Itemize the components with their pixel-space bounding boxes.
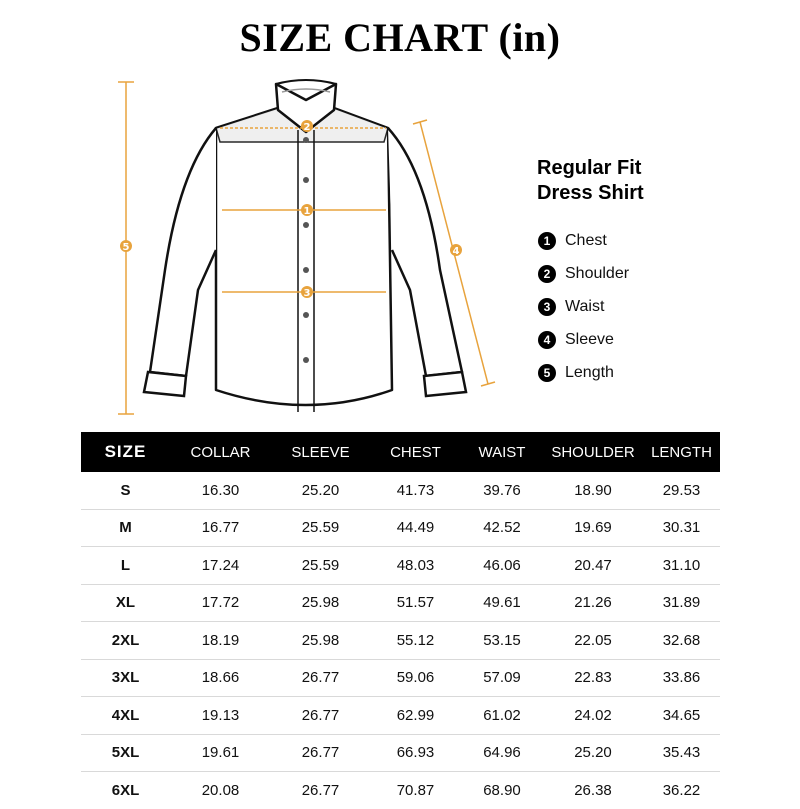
legend-number: 1 — [538, 232, 556, 250]
cell-sleeve: 26.77 — [301, 744, 340, 762]
table-row — [81, 735, 720, 773]
cell-size: 4XL — [111, 706, 140, 724]
cell-sleeve: 26.77 — [301, 669, 340, 687]
cell-waist: 42.52 — [483, 519, 521, 537]
header-length: LENGTH — [651, 443, 712, 461]
legend-item-length — [538, 356, 629, 389]
cell-waist: 61.02 — [483, 706, 521, 724]
cell-chest: 48.03 — [396, 556, 435, 574]
legend-number: 4 — [538, 331, 556, 349]
cell-size: M — [119, 519, 132, 537]
cell-sleeve: 25.98 — [301, 594, 340, 612]
size-table — [81, 432, 720, 809]
cell-sleeve: 26.77 — [301, 706, 340, 724]
marker-chest: 1 — [303, 206, 311, 217]
legend-label: Waist — [565, 297, 605, 315]
cell-length: 35.43 — [662, 744, 701, 762]
cell-waist: 64.96 — [483, 744, 521, 762]
cell-chest: 41.73 — [396, 481, 435, 499]
table-row — [81, 472, 720, 510]
cell-chest: 62.99 — [396, 706, 435, 724]
right-cuff — [424, 372, 466, 396]
measurement-legend — [538, 224, 629, 389]
table-header — [81, 432, 720, 472]
cell-size: 2XL — [111, 631, 140, 649]
cell-collar: 18.19 — [201, 631, 240, 649]
cell-chest: 59.06 — [396, 669, 435, 687]
cell-chest: 51.57 — [396, 594, 435, 612]
cell-chest: 66.93 — [396, 744, 435, 762]
marker-waist: 3 — [303, 288, 311, 299]
cell-size: L — [120, 556, 131, 574]
legend-item-shoulder — [538, 257, 629, 290]
cell-length: 31.89 — [662, 594, 701, 612]
cell-size: 5XL — [111, 744, 140, 762]
legend-item-chest — [538, 224, 629, 257]
legend-label: Shoulder — [565, 264, 630, 282]
legend-number: 5 — [538, 364, 556, 382]
cell-size: 3XL — [111, 669, 140, 687]
table-row — [81, 547, 720, 585]
cell-shoulder: 20.47 — [574, 556, 612, 574]
header-sleeve: SLEEVE — [291, 443, 350, 461]
collar-band — [276, 80, 336, 84]
cell-waist: 49.61 — [483, 594, 521, 612]
cell-collar: 18.66 — [201, 669, 240, 687]
legend-label: Sleeve — [565, 330, 614, 348]
fit-label-line1: Regular Fit — [537, 157, 642, 179]
cell-length: 29.53 — [662, 481, 701, 499]
cell-waist: 39.76 — [483, 481, 521, 499]
cell-collar: 16.30 — [201, 481, 240, 499]
cell-waist: 53.15 — [483, 631, 521, 649]
cell-size: XL — [115, 594, 136, 612]
cell-collar: 20.08 — [201, 781, 240, 799]
cell-shoulder: 19.69 — [574, 519, 612, 537]
cell-waist: 46.06 — [483, 556, 521, 574]
cell-collar: 19.61 — [201, 744, 240, 762]
header-size: SIZE — [104, 442, 147, 461]
cell-waist: 68.90 — [483, 781, 521, 799]
cell-shoulder: 21.26 — [574, 594, 612, 612]
cell-chest: 55.12 — [396, 631, 435, 649]
cell-sleeve: 25.20 — [301, 481, 340, 499]
fit-label — [537, 156, 644, 206]
cell-size: S — [120, 481, 131, 499]
cell-collar: 17.24 — [201, 556, 240, 574]
header-shoulder: SHOULDER — [551, 443, 635, 461]
cell-sleeve: 26.77 — [301, 781, 340, 799]
table-row — [81, 622, 720, 660]
legend-item-waist — [538, 290, 629, 323]
table-row — [81, 772, 720, 809]
legend-number: 2 — [538, 265, 556, 283]
cell-collar: 16.77 — [201, 519, 240, 537]
fit-label-line2: Dress Shirt — [537, 182, 644, 204]
cell-length: 31.10 — [662, 556, 701, 574]
cell-shoulder: 26.38 — [574, 781, 612, 799]
cell-shoulder: 25.20 — [574, 744, 612, 762]
legend-label: Chest — [565, 231, 607, 249]
cell-length: 33.86 — [662, 669, 701, 687]
left-cuff — [144, 372, 186, 396]
cell-length: 32.68 — [662, 631, 701, 649]
table-row — [81, 660, 720, 698]
marker-shoulder: 2 — [303, 122, 311, 133]
cell-chest: 70.87 — [396, 781, 435, 799]
cell-waist: 57.09 — [483, 669, 521, 687]
marker-sleeve: 4 — [452, 246, 460, 257]
cell-collar: 19.13 — [201, 706, 240, 724]
table-body — [81, 472, 720, 809]
cell-length: 36.22 — [662, 781, 701, 799]
cell-shoulder: 22.83 — [574, 669, 612, 687]
legend-item-sleeve — [538, 323, 629, 356]
cell-length: 30.31 — [662, 519, 701, 537]
table-row — [81, 510, 720, 548]
cell-shoulder: 22.05 — [574, 631, 612, 649]
cell-collar: 17.72 — [201, 594, 240, 612]
header-chest: CHEST — [390, 443, 441, 461]
cell-size: 6XL — [111, 781, 140, 799]
legend-label: Length — [565, 363, 614, 381]
cell-sleeve: 25.98 — [301, 631, 340, 649]
cell-length: 34.65 — [662, 706, 701, 724]
shirt-left-sleeve — [150, 128, 216, 376]
cell-sleeve: 25.59 — [301, 519, 340, 537]
marker-length: 5 — [122, 242, 130, 253]
header-waist: WAIST — [478, 443, 526, 461]
legend-number: 3 — [538, 298, 556, 316]
cell-sleeve: 25.59 — [301, 556, 340, 574]
header-collar: COLLAR — [190, 443, 251, 461]
cell-shoulder: 18.90 — [574, 481, 612, 499]
cell-shoulder: 24.02 — [574, 706, 612, 724]
page-title: SIZE CHART (in) — [239, 15, 561, 60]
cell-chest: 44.49 — [396, 519, 435, 537]
table-row — [81, 585, 720, 623]
table-row — [81, 697, 720, 735]
